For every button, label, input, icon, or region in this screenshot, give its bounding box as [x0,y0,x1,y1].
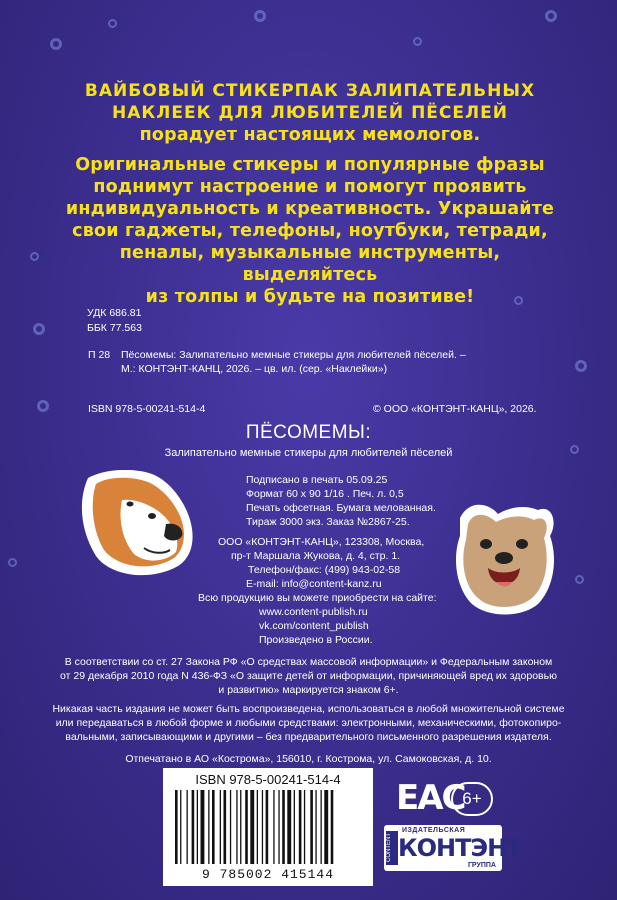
eac-mark: EAC [396,778,465,818]
book-subtitle: Залипательно мемные стикеры для любителей пёселей [164,447,453,459]
udk: УДК 686.81 [87,307,142,319]
promo-line: поднимут настроение и помогут проявить [93,177,527,197]
promo-line: Оригинальные стикеры и популярные фразы [75,155,545,175]
rights-line: вальными, записывающими и другими – без предварительного письменного разрешения издателя. [65,731,552,743]
promo-line: НАКЛЕЕК ДЛЯ ЛЮБИТЕЛЕЙ ПЁСЕЛЕЙ [112,103,508,123]
publisher-logo [384,825,522,871]
barcode-bars [173,790,363,864]
decor-ring [50,38,62,50]
decor-ring [575,575,584,584]
author-mark: П 28 [88,349,111,361]
promo-line: индивидуальность и креативность. Украшайте [65,199,555,219]
website-link[interactable]: www.content-publish.ru [259,606,368,618]
decor-ring [413,37,422,46]
decor-ring [545,10,557,22]
biblio-line: М.: КОНТЭНТ-КАНЦ, 2026. – цв. ил. (сер. «Наклейки») [121,363,388,375]
promo-line: из толпы и будьте на позитиве! [145,287,475,307]
law-line: от 29 декабря 2010 года N 436-ФЗ «О защите детей от информации, причиняющей вред их здоровью [60,670,557,682]
printed-by: Отпечатано в АО «Кострома», 156010, г. Кострома, ул. Самоковская, д. 10. [125,753,492,765]
publisher-name: ООО «КОНТЭНТ-КАНЦ», 123308, Москва, [218,536,425,548]
copyright: © ООО «КОНТЭНТ-КАНЦ», 2026. [373,403,537,415]
age-rating-badge: 6+ [451,782,493,816]
promo-line: пеналы, музыкальные инструменты, выделяйтесь [119,243,501,285]
logo-side-text: CONTENT [386,831,398,865]
promo-line: ВАЙБОВЫЙ СТИКЕРПАК ЗАЛИПАТЕЛЬНЫХ [84,81,536,101]
law-line: и развитию» маркируется знаком 6+. [218,684,399,696]
decor-ring [575,360,587,372]
decor-ring [37,400,49,412]
biblio-line: Пёсомемы: Залипательно мемные стикеры для любителей пёселей. – [121,349,466,361]
decor-ring [108,19,117,28]
decor-ring [33,323,45,335]
barcode-digits: 9 785002 415144 [201,867,335,882]
barcode [163,768,373,886]
book-title: ПЁСОМЕМЫ: [245,422,372,443]
publisher-email: E-mail: info@content-kanz.ru [246,578,382,590]
promo-line: свои гаджеты, телефоны, ноутбуки, тетради, [72,221,548,241]
logo-bottom-text: ГРУППА [467,862,496,869]
buy-note: Всю продукцию вы можете приобрести на сайте: [198,592,437,604]
made-in: Произведено в России. [259,634,373,646]
imprint-signed: Подписано в печать 05.09.25 [246,474,388,486]
imprint-format: Формат 60 x 90 1/16 . Печ. л. 0,5 [246,488,404,500]
vk-link[interactable]: vk.com/content_publish [259,620,369,632]
decor-ring [8,558,17,567]
isbn-text: ISBN 978-5-00241-514-4 [88,403,206,415]
decor-ring [254,10,266,22]
promo-line: порадует настоящих мемологов. [139,125,481,145]
imprint-print: Печать офсетная. Бумага мелованная. [246,502,436,514]
dog-sticker-right [450,498,560,618]
barcode-isbn: ISBN 978-5-00241-514-4 [195,772,341,787]
promo-text [60,80,560,308]
dog-sticker-left [70,470,200,582]
imprint-run: Тираж 3000 экз. Заказ №2867-25. [246,516,410,528]
rights-line: или передаваться в любой форме и любыми средствами: электронными, механическими, фотокопиро- [55,717,562,729]
bbk: ББК 77.563 [87,322,142,334]
publisher-phone: Телефон/факс: (499) 943-02-58 [248,564,401,576]
law-line: В соответствии со ст. 27 Закона РФ «О средствах массовой информации» и Федеральным законом [64,656,553,668]
publisher-address: пр-т Маршала Жукова, д. 4, стр. 1. [231,550,401,562]
rights-line: Никакая часть издания не может быть воспроизведена, использоваться в любой множительной системе [52,703,565,715]
decor-ring [30,252,39,261]
logo-top-text: ИЗДАТЕЛЬСКАЯ [402,827,466,834]
logo-main-text: КОНТЭНТ [398,834,522,862]
